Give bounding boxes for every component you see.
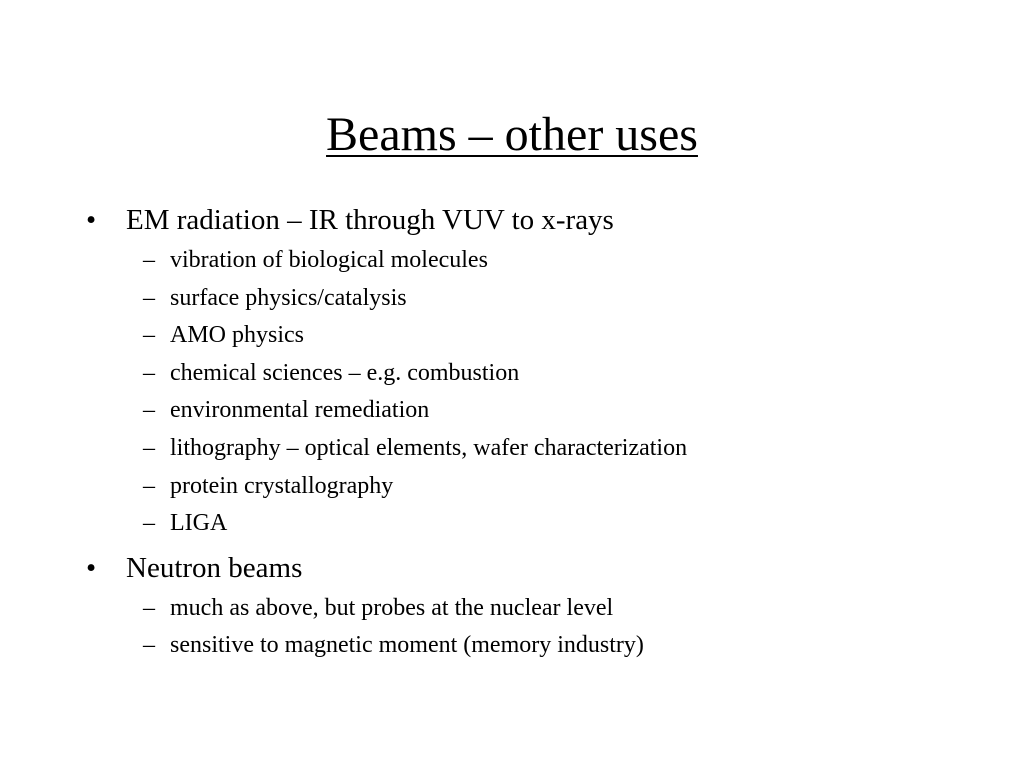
section-em-radiation — [86, 198, 986, 543]
sub-item-text: chemical sciences – e.g. combustion — [170, 359, 520, 386]
dash-marker: – — [143, 322, 155, 349]
sub-item-text: LIGA — [170, 510, 228, 537]
dash-marker: – — [143, 434, 155, 461]
sub-item-text: environmental remediation — [170, 397, 430, 424]
dash-marker: – — [143, 472, 155, 499]
bullet-heading: EM radiation – IR through VUV to x-rays — [126, 204, 614, 236]
sub-item — [86, 590, 986, 628]
bullet-marker: • — [86, 204, 97, 236]
sub-item-text: sensitive to magnetic moment (memory industry) — [170, 632, 644, 659]
bullet-heading: Neutron beams — [126, 551, 303, 584]
sub-item — [86, 505, 986, 543]
sub-item — [86, 280, 986, 318]
sub-item — [86, 317, 986, 355]
sub-item-text: surface physics/catalysis — [170, 284, 407, 311]
dash-marker: – — [143, 510, 155, 537]
section-neutron-beams — [86, 546, 986, 665]
slide-title: Beams – other uses — [326, 108, 698, 161]
dash-marker: – — [143, 359, 155, 386]
sub-item-text: vibration of biological molecules — [170, 247, 488, 273]
sub-item — [86, 468, 986, 506]
sub-item-text: much as above, but probes at the nuclear level — [170, 594, 614, 621]
dash-marker: – — [143, 594, 155, 621]
sub-item-text: lithography – optical elements, wafer characterization — [170, 434, 688, 461]
sub-item-text: protein crystallography — [170, 472, 394, 499]
sub-item — [86, 242, 986, 280]
sub-item — [86, 627, 986, 665]
slide-content — [86, 198, 986, 665]
sub-item — [86, 355, 986, 393]
sub-item-text: AMO physics — [170, 322, 305, 349]
bullet-marker: • — [86, 551, 97, 584]
dash-marker: – — [143, 284, 155, 311]
dash-marker: – — [143, 397, 155, 424]
bullet-item — [86, 198, 986, 242]
dash-marker: – — [143, 247, 155, 273]
dash-marker: – — [143, 632, 155, 659]
sub-item — [86, 392, 986, 430]
sub-item — [86, 430, 986, 468]
bullet-item — [86, 546, 986, 590]
